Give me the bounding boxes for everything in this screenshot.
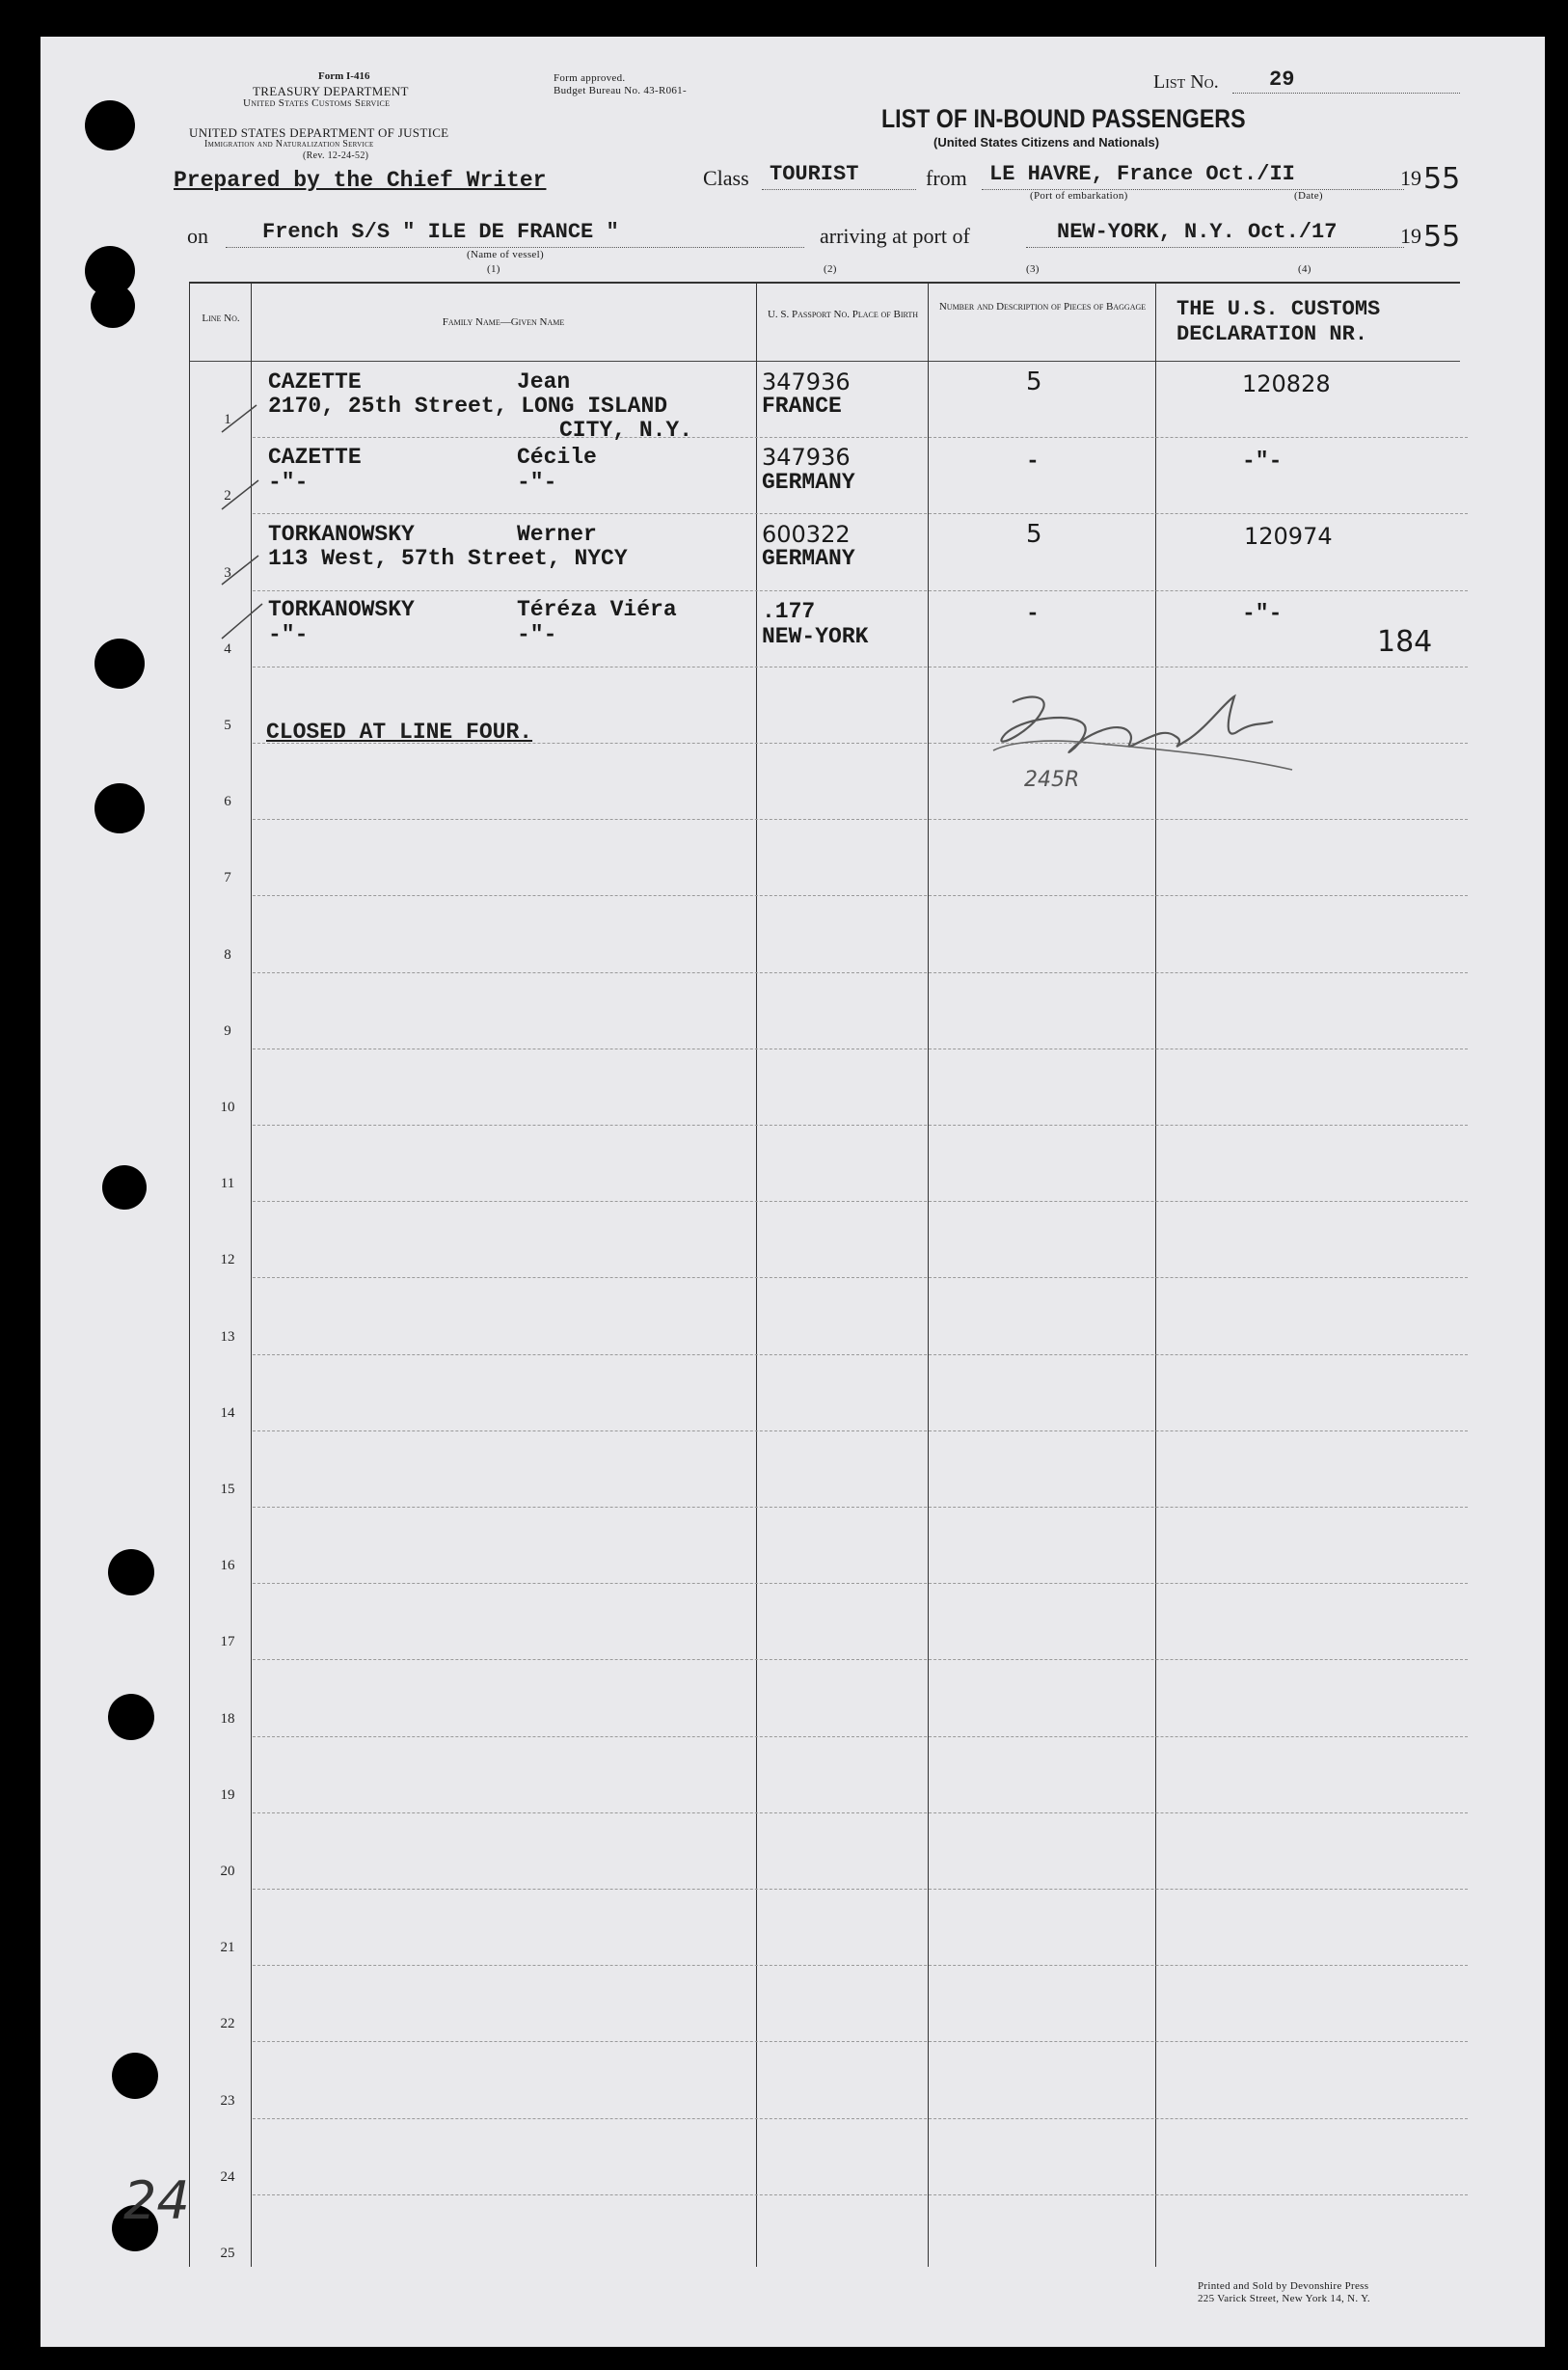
row-divider [253, 819, 1468, 820]
row-4-passport: .177 [762, 599, 816, 624]
line-number: 3 [224, 565, 231, 581]
line-number: 23 [220, 2093, 235, 2109]
closed-statement: CLOSED AT LINE FOUR. [266, 720, 533, 745]
class-label: Class [703, 166, 749, 190]
row-4-birthplace: NEW-YORK [762, 624, 869, 649]
treasury-label: TREASURY DEPARTMENT [253, 84, 409, 98]
row-divider [253, 1201, 1468, 1202]
row-divider [253, 1354, 1468, 1355]
line-number: 10 [220, 1100, 235, 1115]
line-number: 7 [224, 870, 231, 885]
line-number: 22 [220, 2016, 235, 2031]
form-number: Form I-416 [318, 70, 370, 82]
header-baggage: Number and Description of Pieces of Baggage [938, 301, 1147, 313]
line-number: 20 [220, 1864, 235, 1879]
col-3-marker: (3) [1026, 263, 1040, 275]
row-divider [253, 1125, 1468, 1126]
row-2-customs: -"- [1242, 449, 1283, 474]
vessel-name: French S/S " ILE DE FRANCE " [262, 220, 619, 244]
signature-subtext: 245R [1024, 768, 1080, 792]
budget-bureau: Budget Bureau No. 43-R061- [554, 85, 687, 96]
form-subtitle: (United States Citizens and Nationals) [933, 135, 1160, 150]
row-1-baggage: 5 [1026, 368, 1042, 396]
col-divider-passport [928, 282, 929, 2267]
immigration-label: Immigration and Naturalization Service [204, 139, 374, 150]
form-approved: Form approved. [554, 72, 626, 84]
line-number: 4 [224, 641, 231, 657]
row-3-baggage: 5 [1026, 520, 1042, 549]
punch-hole [91, 284, 135, 328]
arrival-value: NEW-YORK, N.Y. Oct./17 [1057, 220, 1338, 244]
punch-hole [95, 639, 145, 689]
row-3-birthplace: GERMANY [762, 546, 855, 571]
row-divider [253, 895, 1468, 896]
arrival-line [1026, 247, 1404, 248]
line-number: 14 [220, 1405, 235, 1421]
row-3-address: 113 West, 57th Street, NYCY [268, 546, 628, 571]
row-divider [253, 1659, 1468, 1660]
row-3-customs: 120974 [1244, 523, 1333, 550]
row-divider [253, 1736, 1468, 1737]
line-number: 19 [220, 1787, 235, 1803]
row-divider [253, 2194, 1468, 2195]
row-3-passport: 600322 [762, 521, 851, 548]
row-1-customs: 120828 [1242, 370, 1331, 397]
row-4-family: TORKANOWSKY [268, 597, 415, 622]
punch-hole [112, 2053, 158, 2099]
col-2-marker: (2) [824, 263, 837, 275]
row-divider [253, 1430, 1468, 1431]
row-divider [253, 972, 1468, 973]
punch-hole [85, 100, 135, 150]
row-1-address-2: CITY, N.Y. [559, 418, 693, 443]
row-4-baggage: - [1026, 601, 1040, 626]
vessel-line [226, 247, 804, 248]
row-4-customs: -"- [1242, 601, 1283, 626]
line-number: 17 [220, 1634, 235, 1649]
prepared-by: Prepared by the Chief Writer [174, 168, 547, 193]
line-number: 6 [224, 794, 231, 809]
line-number: 2 [224, 488, 231, 504]
col-4-marker: (4) [1298, 263, 1311, 275]
row-divider [253, 437, 1468, 438]
header-customs: THE U.S. CUSTOMS DECLARATION NR. [1176, 297, 1381, 346]
header-line-no: Line No. [202, 313, 240, 324]
row-divider [253, 1507, 1468, 1508]
from-value: LE HAVRE, France Oct./II [989, 162, 1295, 186]
row-2-birthplace: GERMANY [762, 470, 855, 495]
row-2-baggage: - [1026, 449, 1040, 474]
row-2-family: CAZETTE [268, 445, 362, 470]
date-caption: (Date) [1294, 190, 1323, 202]
header-passport: U. S. Passport No. Place of Birth [767, 309, 919, 320]
line-number: 15 [220, 1482, 235, 1497]
class-line [762, 189, 916, 190]
list-no-label: List No. [1153, 71, 1219, 93]
row-2-address-2: -"- [517, 470, 557, 495]
row-divider [253, 2118, 1468, 2119]
header-bottom-border [189, 361, 1460, 362]
revision-label: (Rev. 12-24-52) [303, 150, 369, 161]
row-4-given: Téréza Viéra [517, 597, 677, 622]
form-title: LIST OF IN-BOUND PASSENGERS [881, 104, 1246, 133]
year-2: 55 [1423, 220, 1461, 254]
line-number: 5 [224, 718, 231, 733]
col-divider-name [756, 282, 757, 2267]
row-4-address: -"- [268, 622, 309, 647]
col-divider-baggage [1155, 282, 1156, 2267]
row-1-address: 2170, 25th Street, LONG ISLAND [268, 394, 668, 419]
year-1: 55 [1423, 162, 1461, 196]
row-4-address-2: -"- [517, 622, 557, 647]
margin-annotation: 24 [123, 2170, 190, 2231]
row-1-family: CAZETTE [268, 369, 362, 395]
header-name: Family Name—Given Name [442, 316, 565, 328]
row-divider [253, 1583, 1468, 1584]
line-number: 18 [220, 1711, 235, 1727]
row-2-given: Cécile [517, 445, 597, 470]
punch-hole [108, 1549, 154, 1595]
check-marks [220, 386, 278, 656]
table-top-border [189, 282, 1460, 284]
printer-line-1: Printed and Sold by Devonshire Press [1198, 2280, 1369, 2292]
customs-signature [974, 683, 1302, 799]
punch-hole [95, 783, 145, 833]
line-number: 13 [220, 1329, 235, 1345]
customs-service-label: United States Customs Service [243, 97, 391, 109]
row-divider [253, 1965, 1468, 1966]
row-1-given: Jean [517, 369, 571, 395]
row-1-passport: 347936 [762, 368, 851, 395]
line-number: 1 [224, 412, 231, 427]
list-no-line [1232, 93, 1460, 94]
row-divider [253, 513, 1468, 514]
line-number: 8 [224, 947, 231, 963]
row-divider [253, 1812, 1468, 1813]
row-divider [253, 1277, 1468, 1278]
row-divider [253, 1889, 1468, 1890]
line-number: 25 [220, 2246, 235, 2261]
class-value: TOURIST [770, 162, 859, 186]
year-prefix-2: 19 [1400, 224, 1421, 248]
line-number: 9 [224, 1023, 231, 1039]
line-number: 21 [220, 1940, 235, 1955]
line-number: 11 [220, 1176, 235, 1191]
list-no-value: 29 [1269, 68, 1295, 92]
justice-label: UNITED STATES DEPARTMENT OF JUSTICE [189, 125, 449, 140]
row-3-given: Werner [517, 522, 597, 547]
row-3-family: TORKANOWSKY [268, 522, 415, 547]
row-2-address: -"- [268, 470, 309, 495]
table-left-border [189, 282, 190, 2267]
row-2-passport: 347936 [762, 444, 851, 471]
vessel-caption: (Name of vessel) [467, 249, 544, 260]
row-divider [253, 590, 1468, 591]
row-divider [253, 2041, 1468, 2042]
year-prefix: 19 [1400, 166, 1421, 190]
printer-line-2: 225 Varick Street, New York 14, N. Y. [1198, 2293, 1370, 2304]
port-caption: (Port of embarkation) [1030, 190, 1128, 202]
row-1-birthplace: FRANCE [762, 394, 842, 419]
col-1-marker: (1) [487, 263, 500, 275]
line-number: 12 [220, 1252, 235, 1267]
arriving-label: arriving at port of [820, 224, 970, 248]
line-number: 24 [220, 2169, 235, 2185]
line-number: 16 [220, 1558, 235, 1573]
page-number: 184 [1377, 625, 1433, 659]
punch-hole [102, 1165, 147, 1210]
from-label: from [926, 166, 967, 190]
on-label: on [187, 224, 208, 248]
punch-hole [108, 1694, 154, 1740]
